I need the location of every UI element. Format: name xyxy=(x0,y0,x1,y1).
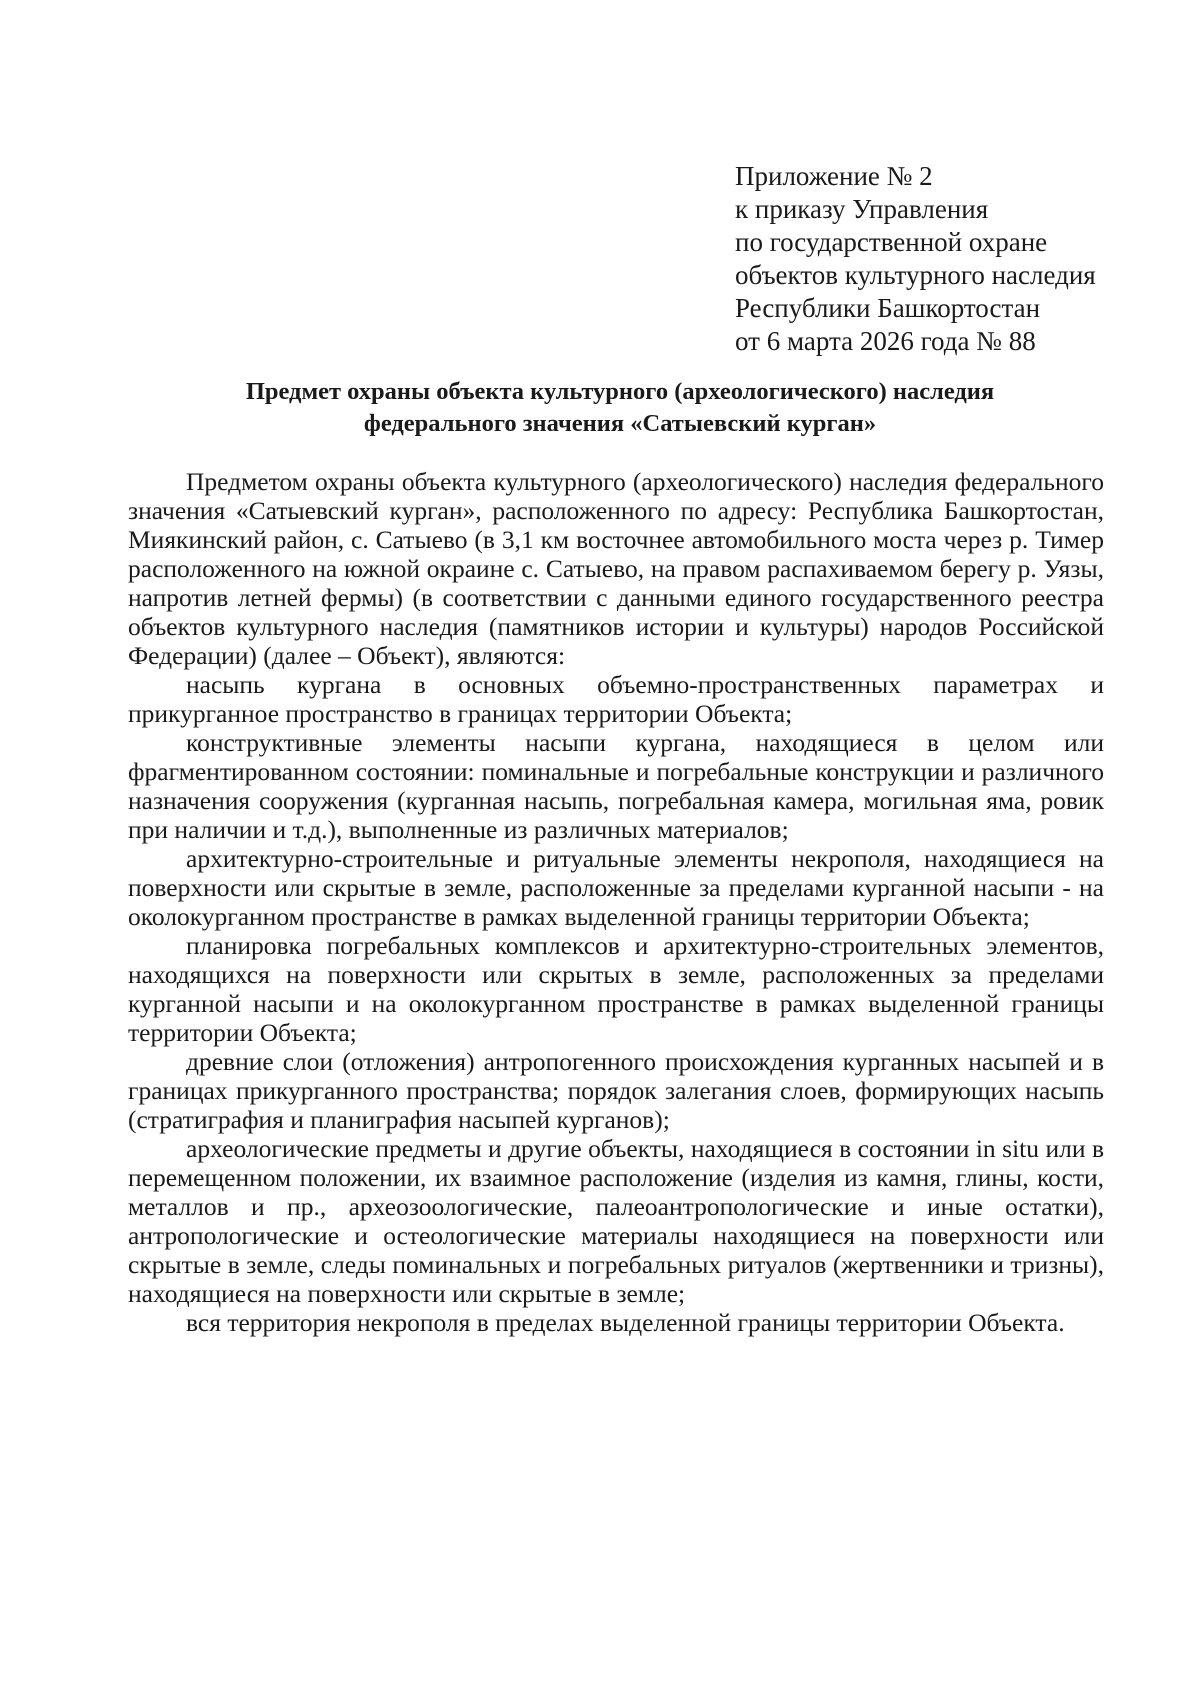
document-body xyxy=(128,467,1104,1337)
title-line-2: федерального значения «Сатыевский курган» xyxy=(363,410,877,437)
list-paragraph: конструктивные элементы насыпи кургана, находящиеся в целом или фрагментированном состоянии: поминальные и погребальные конструкции и различного назначения сооружения (курганная насыпь, погребальная камера, могильная яма, ровик при наличии и т.д.), выполненные из различных материалов; xyxy=(128,728,1104,844)
title-line-1: Предмет охраны объекта культурного (археологического) наследия xyxy=(245,378,995,405)
list-paragraph: древние слои (отложения) антропогенного происхождения курганных насыпей и в границах прикурганного пространства; порядок залегания слоев, формирующих насыпь (стратиграфия и планиграфия насыпей курганов); xyxy=(128,1047,1104,1134)
appendix-line: по государственной охране xyxy=(735,227,1048,257)
appendix-header xyxy=(735,160,1155,358)
list-paragraph: планировка погребальных комплексов и архитектурно-строительных элементов, находящихся на поверхности или скрытых в земле, расположенных за пределами курганной насыпи и на околокурганном пространстве в рамках выделенной границы территории Объекта; xyxy=(128,931,1104,1047)
list-paragraph: насыпь кургана в основных объемно-пространственных параметрах и прикурганное пространство в границах территории Объекта; xyxy=(128,670,1104,728)
intro-paragraph: Предметом охраны объекта культурного (археологического) наследия федерального значения «Сатыевский курган», расположенного по адресу: Республика Башкортостан, Миякинский район, с. Сатыево (в 3,1 км восточнее автомобильного моста через р. Тимер расположенного на южной окраине с. Сатыево, на правом распахиваемом берегу р. Уязы, напротив летней фермы) (в соответствии с данными единого государственного реестра объектов культурного наследия (памятников истории и культуры) народов Российской Федерации) (далее – Объект), являются: xyxy=(128,467,1104,670)
list-paragraph: архитектурно-строительные и ритуальные элементы некрополя, находящиеся на поверхности или скрытые в земле, расположенные за пределами курганной насыпи - на околокурганном пространстве в рамках выделенной границы территории Объекта; xyxy=(128,844,1104,931)
appendix-line: Республики Башкортостан xyxy=(735,293,1041,323)
document-title xyxy=(130,376,1110,440)
appendix-line: Приложение № 2 xyxy=(735,161,933,191)
appendix-line: к приказу Управления xyxy=(735,194,989,224)
appendix-line: объектов культурного наследия xyxy=(735,260,1096,290)
list-paragraph: археологические предметы и другие объекты, находящиеся в состоянии in situ или в перемещенном положении, их взаимное расположение (изделия из камня, глины, кости, металлов и пр., археозоологические, палеоантропологические и иные остатки), антропологические и остеологические материалы находящиеся на поверхности или скрытые в земле, следы поминальных и погребальных ритуалов (жертвенники и тризны), находящиеся на поверхности или скрытые в земле; xyxy=(128,1134,1104,1308)
list-paragraph: вся территория некрополя в пределах выделенной границы территории Объекта. xyxy=(186,1308,1065,1337)
appendix-line: от 6 марта 2026 года № 88 xyxy=(735,326,1036,356)
